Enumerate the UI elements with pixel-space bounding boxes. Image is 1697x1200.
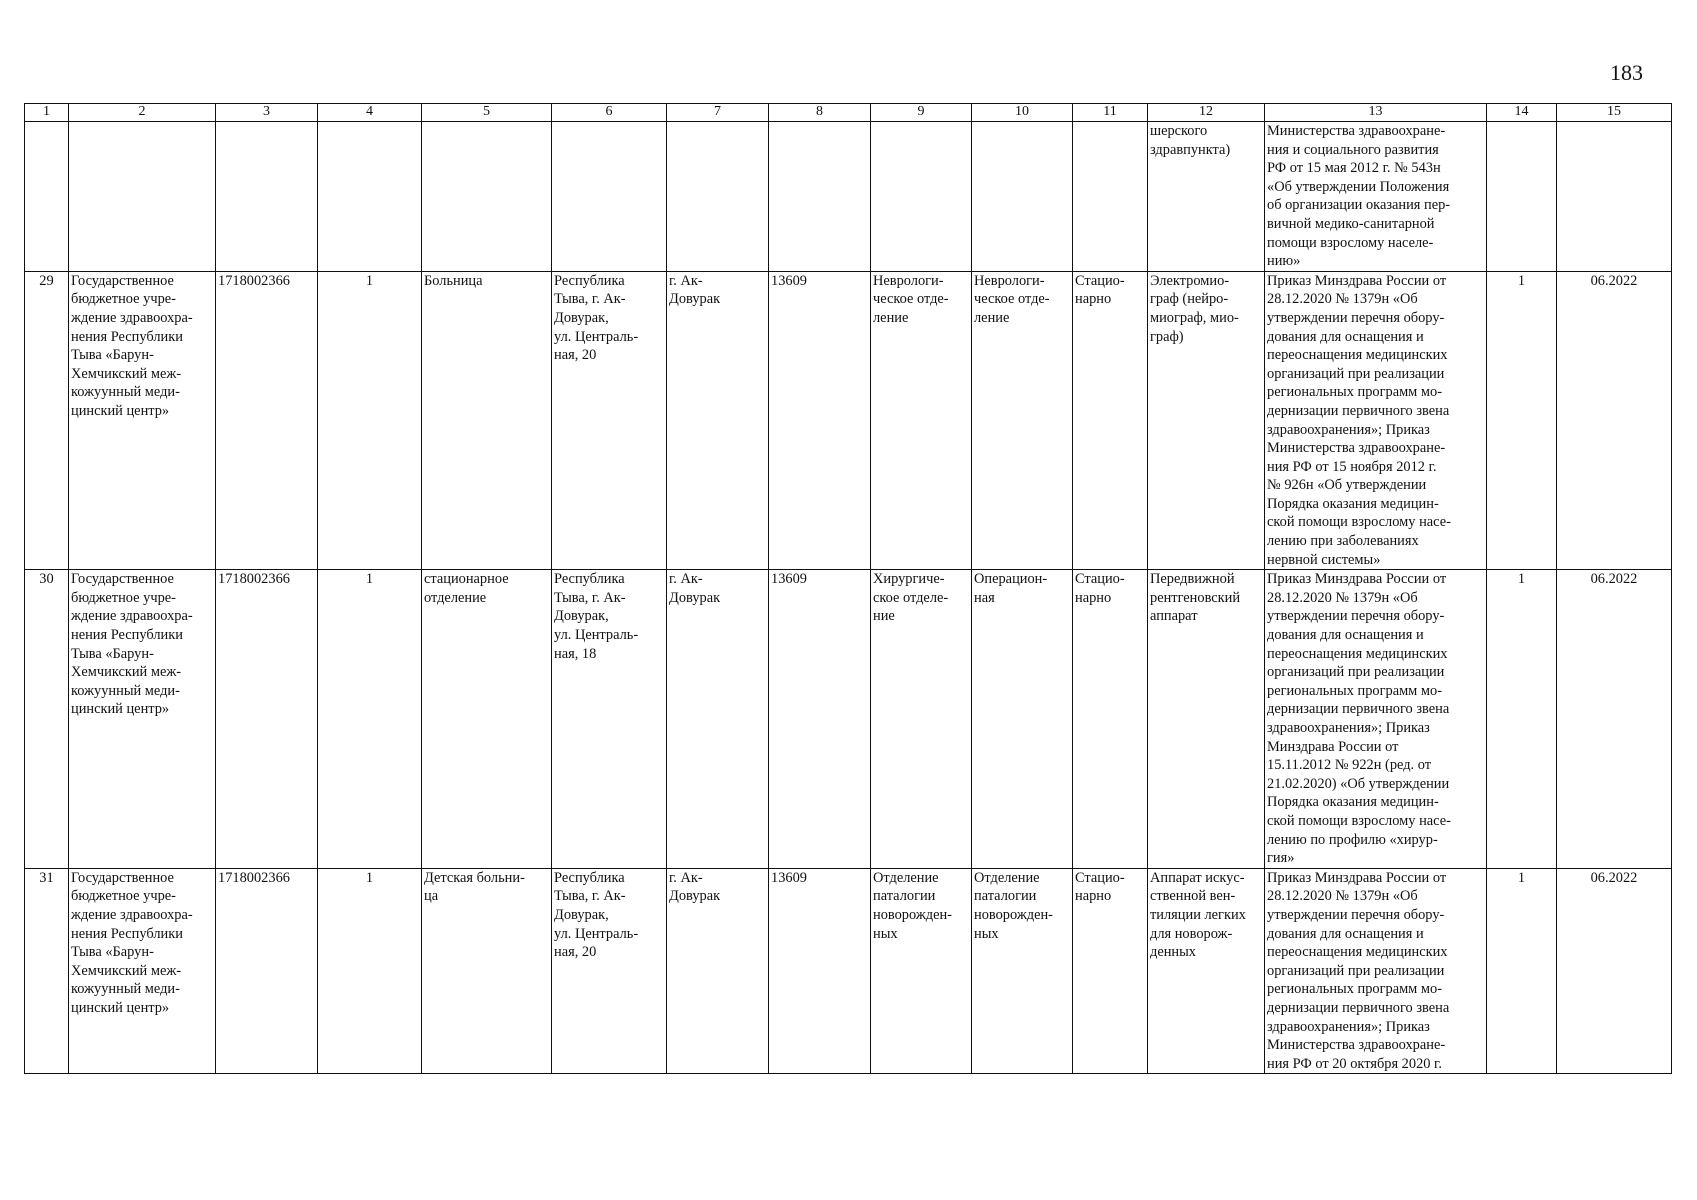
facility-type-cell: Детская больни- ца (422, 868, 552, 1074)
col4-cell: 1 (318, 271, 422, 570)
row-number-cell (25, 122, 69, 272)
care-condition-cell: Стацио- нарно (1073, 868, 1148, 1074)
department-cell (871, 122, 972, 272)
column-number: 4 (318, 104, 422, 122)
department-cell: Хирургиче- ское отделе- ние (871, 570, 972, 869)
column-number: 15 (1557, 104, 1672, 122)
address-cell: Республика Тыва, г. Ак- Довурак, ул. Централь- ная, 20 (552, 868, 667, 1074)
column-number: 11 (1073, 104, 1148, 122)
regulation-cell: Приказ Минздрава России от 28.12.2020 № 1379н «Об утверждении перечня обору- дования для оснащения и переоснащения медицинских организаций при реализации региональных программ мо- дернизации первичного звена здравоохранения»; Приказ Министерства здравоохране- ния РФ от 15 ноября 2012 г. № 926н «Об утверждении Порядка оказания медицин- ской помощи взрослому насе- лению при заболеваниях нервной системы» (1265, 271, 1487, 570)
inn-cell: 1718002366 (216, 271, 318, 570)
care-condition-cell (1073, 122, 1148, 272)
quantity-cell: 1 (1487, 271, 1557, 570)
equipment-cell: шерского здравпункта) (1148, 122, 1265, 272)
institution-cell: Государственное бюджетное учре- ждение здравоохра- нения Республики Тыва «Барун- Хемчикский меж- кожуунный меди- цинский центр» (69, 570, 216, 869)
table-row (25, 122, 1672, 272)
table-row (25, 868, 1672, 1074)
column-number: 8 (769, 104, 871, 122)
date-cell: 06.2022 (1557, 570, 1672, 869)
table-row (25, 271, 1672, 570)
locality-cell (667, 122, 769, 272)
regulation-cell: Приказ Минздрава России от 28.12.2020 № 1379н «Об утверждении перечня обору- дования для оснащения и переоснащения медицинских организаций при реализации региональных программ мо- дернизации первичного звена здравоохранения»; Приказ Минздрава России от 15.11.2012 № 922н (ред. от 21.02.2020) «Об утверждении Порядка оказания медицин- ской помощи взрослому насе- лению по профилю «хирур- гия» (1265, 570, 1487, 869)
facility-type-cell: Больница (422, 271, 552, 570)
column-number: 6 (552, 104, 667, 122)
date-cell (1557, 122, 1672, 272)
facility-type-cell (422, 122, 552, 272)
col4-cell: 1 (318, 570, 422, 869)
institution-cell: Государственное бюджетное учре- ждение здравоохра- нения Республики Тыва «Барун- Хемчикский меж- кожуунный меди- цинский центр» (69, 271, 216, 570)
department-cell: Неврологи- ческое отде- ление (871, 271, 972, 570)
col4-cell: 1 (318, 868, 422, 1074)
unit-cell (972, 122, 1073, 272)
column-number: 3 (216, 104, 318, 122)
inn-cell (216, 122, 318, 272)
column-number: 13 (1265, 104, 1487, 122)
equipment-table (24, 103, 1672, 1074)
institution-cell: Государственное бюджетное учре- ждение здравоохра- нения Республики Тыва «Барун- Хемчикский меж- кожуунный меди- цинский центр» (69, 868, 216, 1074)
date-cell: 06.2022 (1557, 271, 1672, 570)
unit-cell: Неврологи- ческое отде- ление (972, 271, 1073, 570)
locality-cell: г. Ак- Довурак (667, 868, 769, 1074)
regulation-cell: Министерства здравоохране- ния и социального развития РФ от 15 мая 2012 г. № 543н «Об утверждении Положения об организации оказания пер- вичной медико-санитарной помощи взрослому населе- нию» (1265, 122, 1487, 272)
address-cell: Республика Тыва, г. Ак- Довурак, ул. Централь- ная, 18 (552, 570, 667, 869)
regulation-cell: Приказ Минздрава России от 28.12.2020 № 1379н «Об утверждении перечня обору- дования для оснащения и переоснащения медицинских организаций при реализации региональных программ мо- дернизации первичного звена здравоохранения»; Приказ Министерства здравоохране- ния РФ от 20 октября 2020 г. (1265, 868, 1487, 1074)
column-number: 5 (422, 104, 552, 122)
department-cell: Отделение паталогии новорожден- ных (871, 868, 972, 1074)
column-number: 12 (1148, 104, 1265, 122)
column-number: 2 (69, 104, 216, 122)
inn-cell: 1718002366 (216, 570, 318, 869)
unit-cell: Операцион- ная (972, 570, 1073, 869)
unit-cell: Отделение паталогии новорожден- ных (972, 868, 1073, 1074)
column-number: 1 (25, 104, 69, 122)
col4-cell (318, 122, 422, 272)
column-number: 7 (667, 104, 769, 122)
quantity-cell (1487, 122, 1557, 272)
code-cell (769, 122, 871, 272)
institution-cell (69, 122, 216, 272)
quantity-cell: 1 (1487, 570, 1557, 869)
column-number: 14 (1487, 104, 1557, 122)
row-number-cell: 29 (25, 271, 69, 570)
column-number-row (25, 104, 1672, 122)
code-cell: 13609 (769, 570, 871, 869)
equipment-cell: Аппарат искус- ственной вен- тиляции легких для новорож- денных (1148, 868, 1265, 1074)
facility-type-cell: стационарное отделение (422, 570, 552, 869)
column-number: 10 (972, 104, 1073, 122)
locality-cell: г. Ак- Довурак (667, 570, 769, 869)
address-cell (552, 122, 667, 272)
column-number: 9 (871, 104, 972, 122)
code-cell: 13609 (769, 271, 871, 570)
date-cell: 06.2022 (1557, 868, 1672, 1074)
care-condition-cell: Стацио- нарно (1073, 271, 1148, 570)
care-condition-cell: Стацио- нарно (1073, 570, 1148, 869)
equipment-cell: Передвижной рентгеновский аппарат (1148, 570, 1265, 869)
page-number: 183 (1610, 60, 1643, 85)
table-row (25, 570, 1672, 869)
row-number-cell: 31 (25, 868, 69, 1074)
inn-cell: 1718002366 (216, 868, 318, 1074)
equipment-cell: Электромио- граф (нейро- миограф, мио- граф) (1148, 271, 1265, 570)
row-number-cell: 30 (25, 570, 69, 869)
address-cell: Республика Тыва, г. Ак- Довурак, ул. Централь- ная, 20 (552, 271, 667, 570)
code-cell: 13609 (769, 868, 871, 1074)
locality-cell: г. Ак- Довурак (667, 271, 769, 570)
quantity-cell: 1 (1487, 868, 1557, 1074)
